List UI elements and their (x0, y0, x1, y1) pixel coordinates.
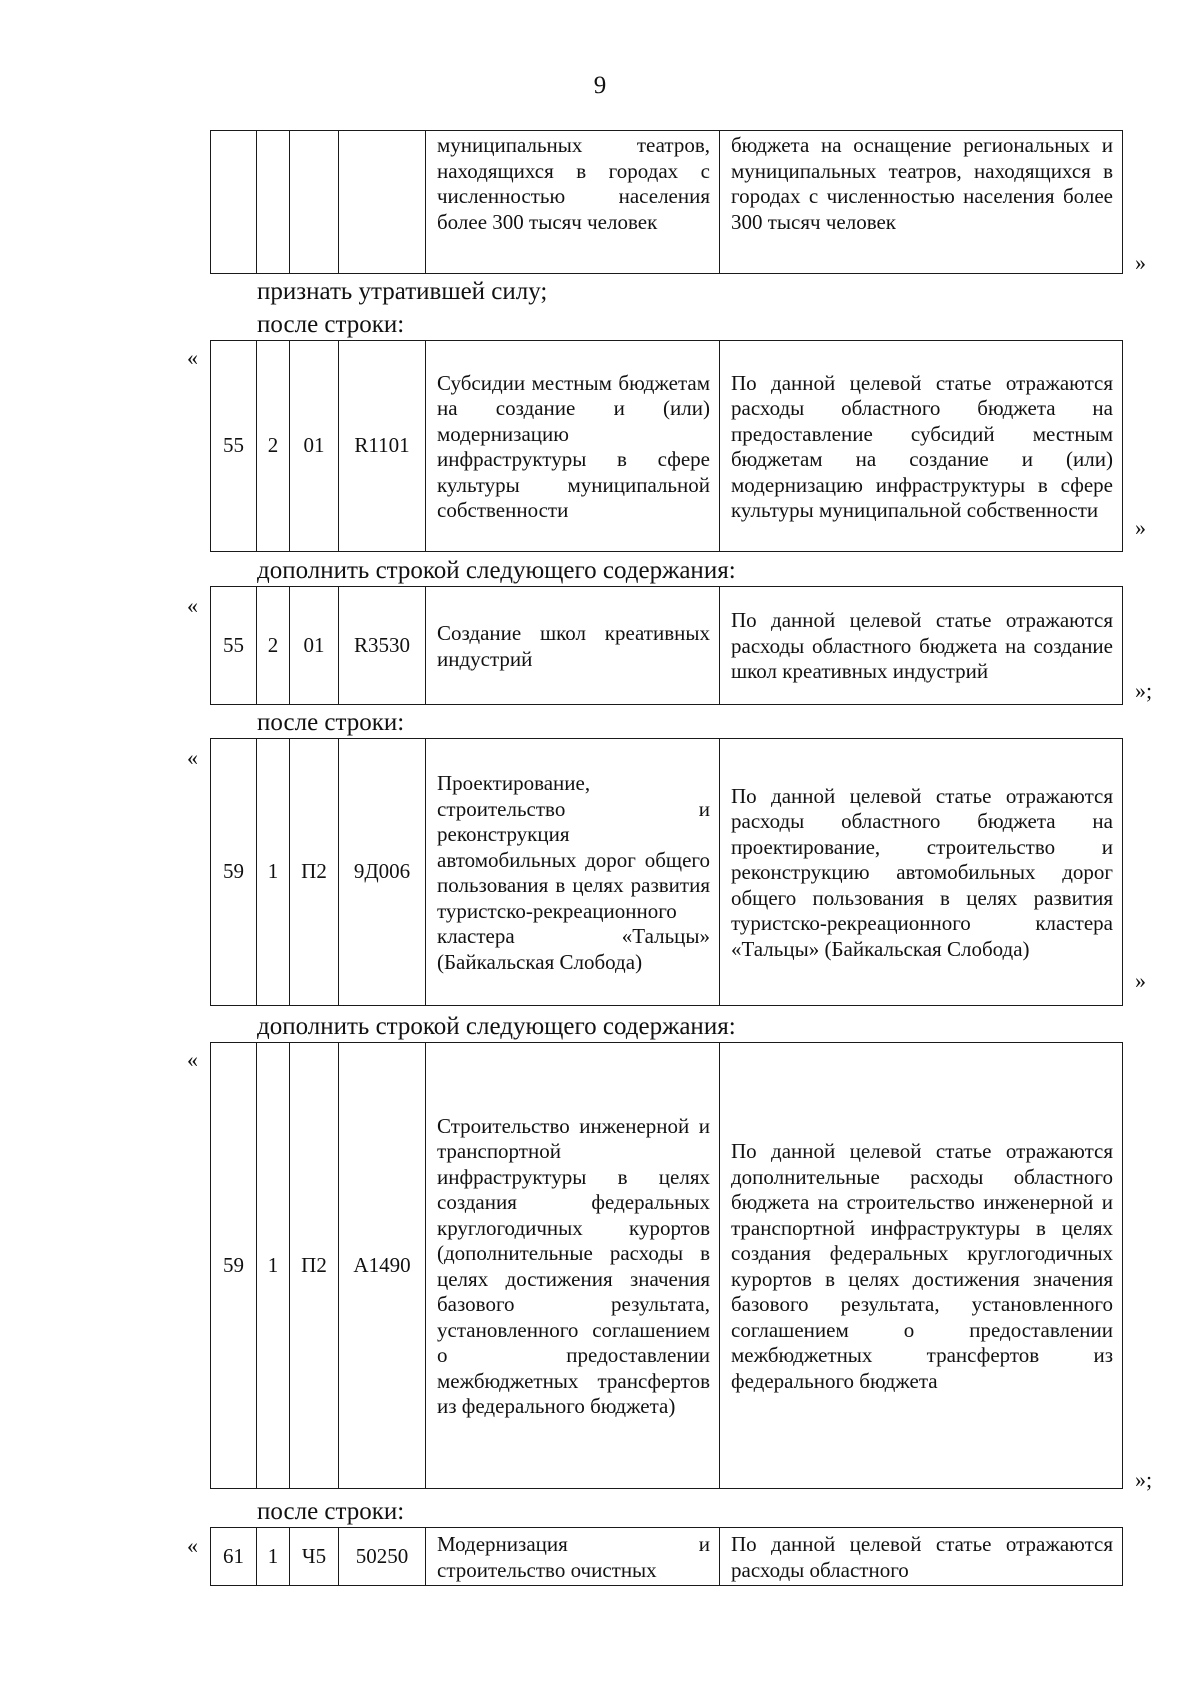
cell-code-1: 55 (211, 341, 257, 552)
instruction-after-row: после строки: (257, 311, 405, 338)
opening-quote: « (187, 745, 198, 770)
table-row (211, 1528, 1123, 1586)
cell-code-4: R1101 (339, 341, 426, 552)
cell-code-2: 1 (257, 1528, 290, 1586)
cell-name: муниципальных театров, находящихся в городах с численностью населения более 300 тысяч человек (426, 131, 720, 274)
closing-quote: »; (1135, 1467, 1153, 1492)
cell-code-2: 2 (257, 341, 290, 552)
cell-code-1 (211, 131, 257, 274)
table-continued (210, 130, 1122, 274)
cell-code-3 (290, 131, 339, 274)
cell-code-1: 59 (211, 739, 257, 1006)
closing-quote: »; (1135, 678, 1153, 703)
cell-name: Проектирование, строительство и реконструкция автомобильных дорог общего пользования в целях развития туристско-рекреационного кластера «Тальцы» (Байкальская Слобода) (426, 739, 720, 1006)
cell-code-4: 9Д006 (339, 739, 426, 1006)
page-number: 9 (593, 72, 607, 99)
cell-description: По данной целевой статье отражаются дополнительные расходы областного бюджета на строительство инженерной и транспортной инфраструктуры в целях создания федеральных круглогодичных курортов в целях достижения значения базового результата, установленного соглашением о предоставлении межбюджетных трансфертов из федерального бюджета (720, 1043, 1123, 1489)
cell-code-3: 01 (290, 341, 339, 552)
closing-quote: » (1135, 515, 1146, 540)
table-9d006 (210, 738, 1122, 1006)
opening-quote: « (187, 345, 198, 370)
cell-name: Создание школ креативных индустрий (426, 587, 720, 705)
table-row (211, 131, 1123, 274)
cell-code-1: 61 (211, 1528, 257, 1586)
cell-code-3: П2 (290, 1043, 339, 1489)
cell-code-3: Ч5 (290, 1528, 339, 1586)
opening-quote: « (187, 1533, 198, 1558)
cell-description: бюджета на оснащение региональных и муниципальных театров, находящихся в городах с численностью населения более 300 тысяч человек (720, 131, 1123, 274)
cell-code-4: R3530 (339, 587, 426, 705)
cell-code-1: 55 (211, 587, 257, 705)
table-row (211, 739, 1123, 1006)
cell-code-4 (339, 131, 426, 274)
cell-name: Субсидии местным бюджетам на создание и (или) модернизацию инфраструктуры в сфере культуры муниципальной собственности (426, 341, 720, 552)
table-row (211, 587, 1123, 705)
instruction-add-row: дополнить строкой следующего содержания: (257, 1013, 736, 1040)
cell-code-2 (257, 131, 290, 274)
instruction-after-row: после строки: (257, 1498, 405, 1525)
cell-code-4: 50250 (339, 1528, 426, 1586)
instruction-after-row: после строки: (257, 709, 405, 736)
instruction-invalidate: признать утратившей силу; (257, 278, 548, 305)
cell-description: По данной целевой статье отражаются расходы областного бюджета на проектирование, строительство и реконструкцию автомобильных дорог общего пользования в целях развития туристско-рекреационного кластера «Тальцы» (Байкальская Слобода) (720, 739, 1123, 1006)
closing-quote: » (1135, 250, 1146, 275)
cell-code-2: 1 (257, 1043, 290, 1489)
cell-code-2: 1 (257, 739, 290, 1006)
cell-code-2: 2 (257, 587, 290, 705)
cell-code-1: 59 (211, 1043, 257, 1489)
table-row (211, 1043, 1123, 1489)
cell-code-3: П2 (290, 739, 339, 1006)
table-row (211, 341, 1123, 552)
cell-description: По данной целевой статье отражаются расходы областного бюджета на предоставление субсидий местным бюджетам на создание и (или) модернизацию инфраструктуры в сфере культуры муниципальной собственности (720, 341, 1123, 552)
table-50250 (210, 1527, 1122, 1586)
opening-quote: « (187, 593, 198, 618)
cell-name: Строительство инженерной и транспортной инфраструктуры в целях создания федеральных круглогодичных курортов (дополнительные расходы в целях достижения значения базового результата, установленного соглашением о предоставлении межбюджетных трансфертов из федерального бюджета) (426, 1043, 720, 1489)
closing-quote: » (1135, 968, 1146, 993)
table-r1101 (210, 340, 1122, 552)
cell-description: По данной целевой статье отражаются расходы областного бюджета на создание школ креативных индустрий (720, 587, 1123, 705)
opening-quote: « (187, 1047, 198, 1072)
table-r3530 (210, 586, 1122, 705)
table-a1490 (210, 1042, 1122, 1489)
cell-code-3: 01 (290, 587, 339, 705)
cell-description: По данной целевой статье отражаются расходы областного (720, 1528, 1123, 1586)
instruction-add-row: дополнить строкой следующего содержания: (257, 557, 736, 584)
cell-code-4: А1490 (339, 1043, 426, 1489)
cell-name: Модернизация и строительство очистных (426, 1528, 720, 1586)
